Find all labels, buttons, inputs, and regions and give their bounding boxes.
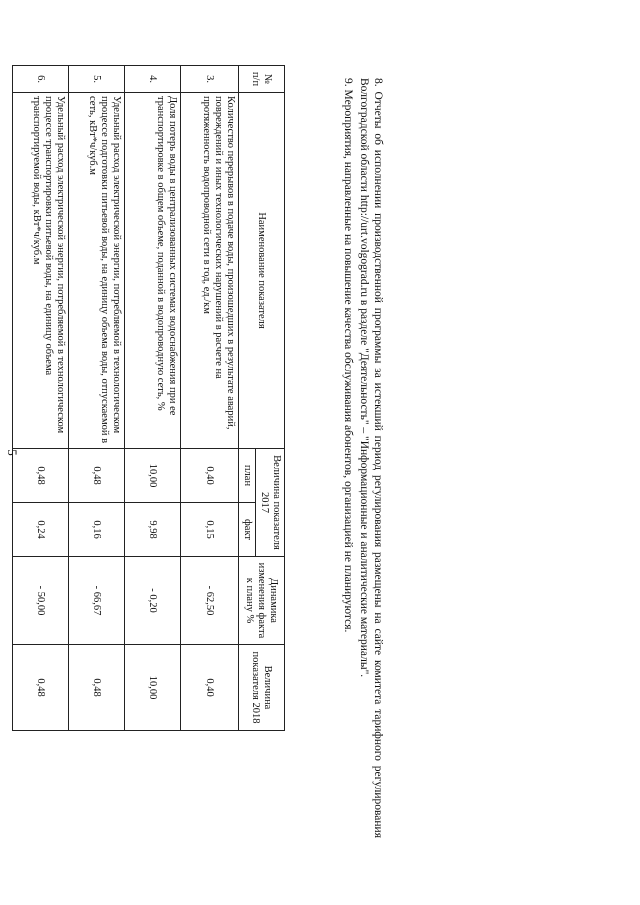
row-fact: 0,15 bbox=[181, 503, 239, 557]
row-plan: 0,48 bbox=[13, 449, 69, 503]
row-number: 3. bbox=[181, 66, 239, 93]
col-plan-header: план bbox=[239, 449, 256, 503]
row-name: Доля потерь воды в централизованных системах водоснабжения при ее транспортировке в общем объеме, поданной в водопроводную сеть, % bbox=[125, 93, 181, 449]
page-number: 5 bbox=[5, 449, 20, 456]
notes-block bbox=[339, 78, 385, 838]
col-dynamics-header: Динамика изменения факта к плану % bbox=[239, 557, 285, 645]
row-number: 4. bbox=[125, 66, 181, 93]
row-value-2018: 0,40 bbox=[181, 645, 239, 731]
col-name-header: Наименование показателя bbox=[239, 93, 285, 449]
row-dynamics: - 62,50 bbox=[181, 557, 239, 645]
row-fact: 0,24 bbox=[13, 503, 69, 557]
row-value-2018: 0,48 bbox=[13, 645, 69, 731]
col-2017-header: Величина показателя 2017 bbox=[256, 449, 285, 557]
table-row bbox=[69, 66, 125, 731]
table-row bbox=[181, 66, 239, 731]
table-header-row bbox=[256, 66, 285, 731]
row-name: Удельный расход электрической энергии, потребляемой в технологическом процессе транспортировки питьевой воды, на единицу объема транспортируемой воды, кВт*ч/куб.м bbox=[13, 93, 69, 449]
col-2018-header: Величина показателя 2018 bbox=[239, 645, 285, 731]
row-number: 5. bbox=[69, 66, 125, 93]
table-row bbox=[125, 66, 181, 731]
col-number-header: № п/п bbox=[239, 66, 285, 93]
row-name: Удельный расход электрической энергии, потребляемой в технологическом процессе подготовки питьевой воды, на единицу объема воды, отпускаемой в сеть, кВт*ч/куб.м bbox=[69, 93, 125, 449]
col-fact-header: факт bbox=[239, 503, 256, 557]
row-dynamics: - 50,00 bbox=[13, 557, 69, 645]
row-dynamics: - 0,20 bbox=[125, 557, 181, 645]
row-plan: 0,48 bbox=[69, 449, 125, 503]
row-value-2018: 10,00 bbox=[125, 645, 181, 731]
row-value-2018: 0,48 bbox=[69, 645, 125, 731]
row-name: Количество перерывов в подаче воды, произошедших в результате аварий, повреждений и иных технологических нарушений в расчете на протяженность водопроводной сети в год, ед./км bbox=[181, 93, 239, 449]
row-fact: 0,16 bbox=[69, 503, 125, 557]
table-row bbox=[13, 66, 69, 731]
note-paragraph: 9. Мероприятия, направленные на повышение качества обслуживания абонентов, организацией не планируются. bbox=[342, 78, 354, 633]
row-number: 6. bbox=[13, 66, 69, 93]
note-paragraph: 8. Отчеты об исполнении производственной программы за истекший период регулирования размещены на сайте комитета тарифного регулирования Волгоградской области http://urt.volgograd.ru в разделе "Деятельность" – "Информационные и аналитические материалы". bbox=[358, 78, 384, 838]
indicators-table bbox=[12, 65, 285, 731]
row-plan: 0,40 bbox=[181, 449, 239, 503]
row-fact: 9,98 bbox=[125, 503, 181, 557]
row-dynamics: - 66,67 bbox=[69, 557, 125, 645]
row-plan: 10,00 bbox=[125, 449, 181, 503]
